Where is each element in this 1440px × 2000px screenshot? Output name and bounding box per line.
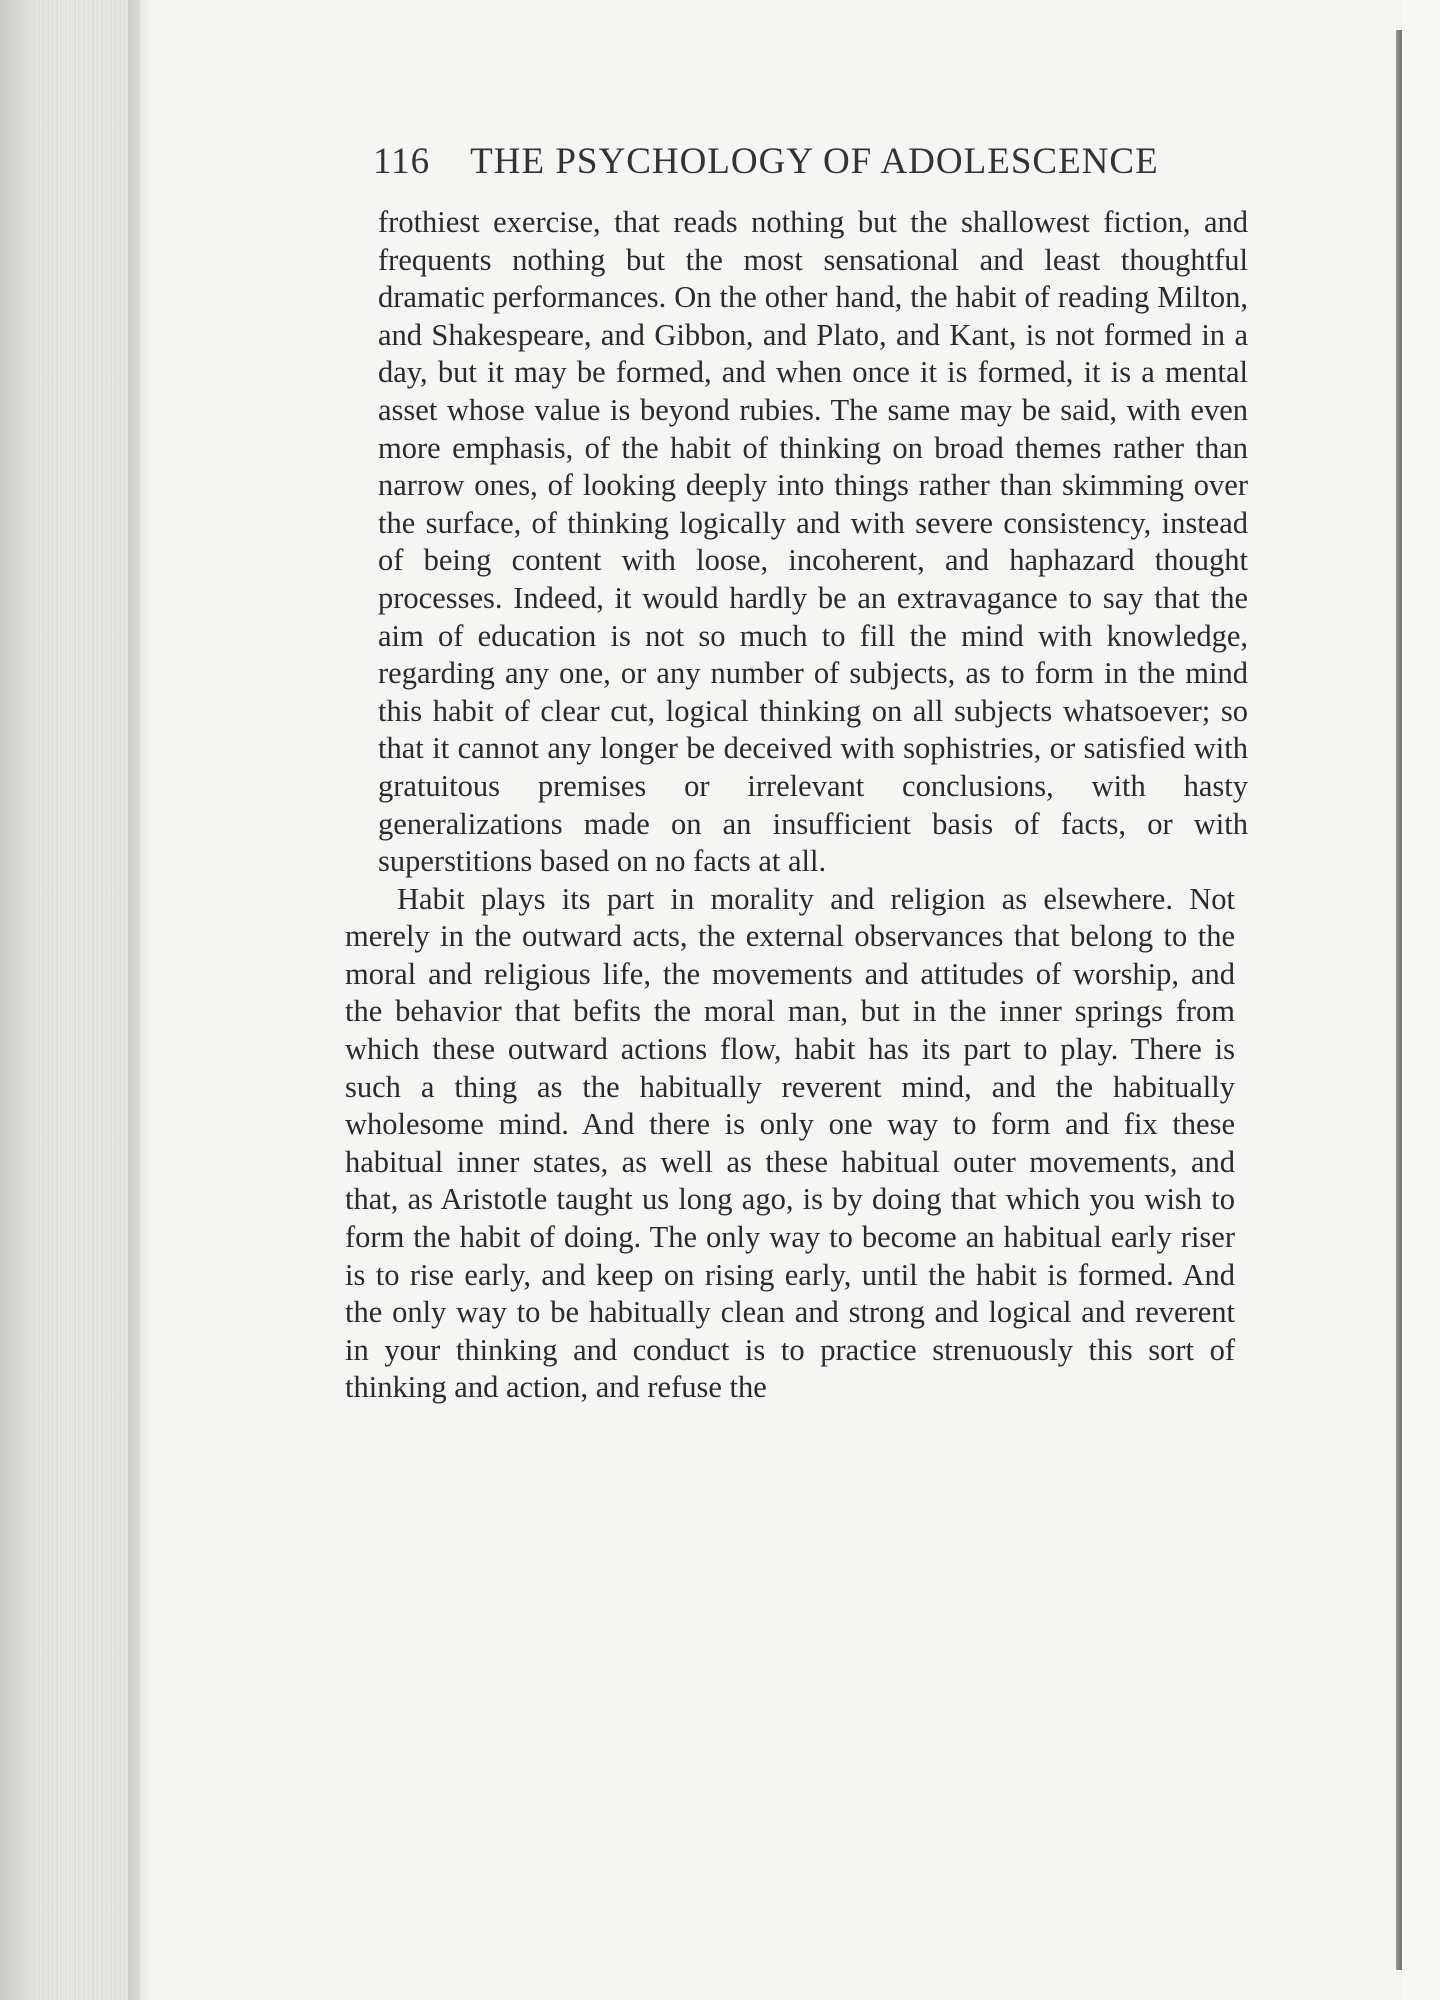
paragraph-habit: Habit plays its part in morality and religion as elsewhere. Not merely in the outward acts, the external observances that belong to the moral and religious life, the movements and attitudes of worship, and the behavior that befits the moral man, but in the inner springs from which these outward actions flow, habit has its part to play. There is such a thing as the habitually reverent mind, and the habitually wholesome mind. And there is only one way to form and fix these habitual inner states, as well as these habitual outer movements, and that, as Aristotle taught us long ago, is by doing that which you wish to form the habit of doing. The only way to become an habitual early riser is to rise early, and keep on rising early, until the habit is formed. And the only way to be habitually clean and strong and logical and reverent in your thinking and conduct is to practice strenuously this sort of thinking and action, and refuse the <box>345 881 1235 1405</box>
scan-margin <box>1402 0 1440 2000</box>
running-title: THE PSYCHOLOGY OF ADOLESCENCE <box>470 141 1159 182</box>
page-content <box>345 140 1260 1407</box>
paragraph-continuation: frothiest exercise, that reads nothing but the shallowest fiction, and frequents nothing but the most sensational and least thoughtful dramatic performances. On the other hand, the habit of reading Milton, and Shakespeare, and Gibbon, and Plato, and Kant, is not formed in a day, but it may be formed, and when once it is formed, it is a mental asset whose value is beyond rubies. The same may be said, with even more emphasis, of the habit of thinking on broad themes rather than narrow ones, of looking deeply into things rather than skimming over the surface, of thinking logically and with severe consistency, instead of being content with loose, incoherent, and haphazard thought processes. Indeed, it would hardly be an extravagance to say that the aim of education is not so much to fill the mind with knowledge, regarding any one, or any number of subjects, as to form in the mind this habit of clear cut, logical thinking on all subjects whatsoever; so that it cannot any longer be deceived with sophistries, or satisfied with gratuitous premises or irrelevant conclusions, with hasty generalizations made on an insufficient basis of facts, or with superstitions based on no facts at all. <box>378 205 1248 879</box>
page-number: 116 <box>373 141 431 182</box>
page-edge-shadow <box>0 0 40 2000</box>
running-header <box>373 140 1253 200</box>
binding-gutter <box>128 0 150 2000</box>
